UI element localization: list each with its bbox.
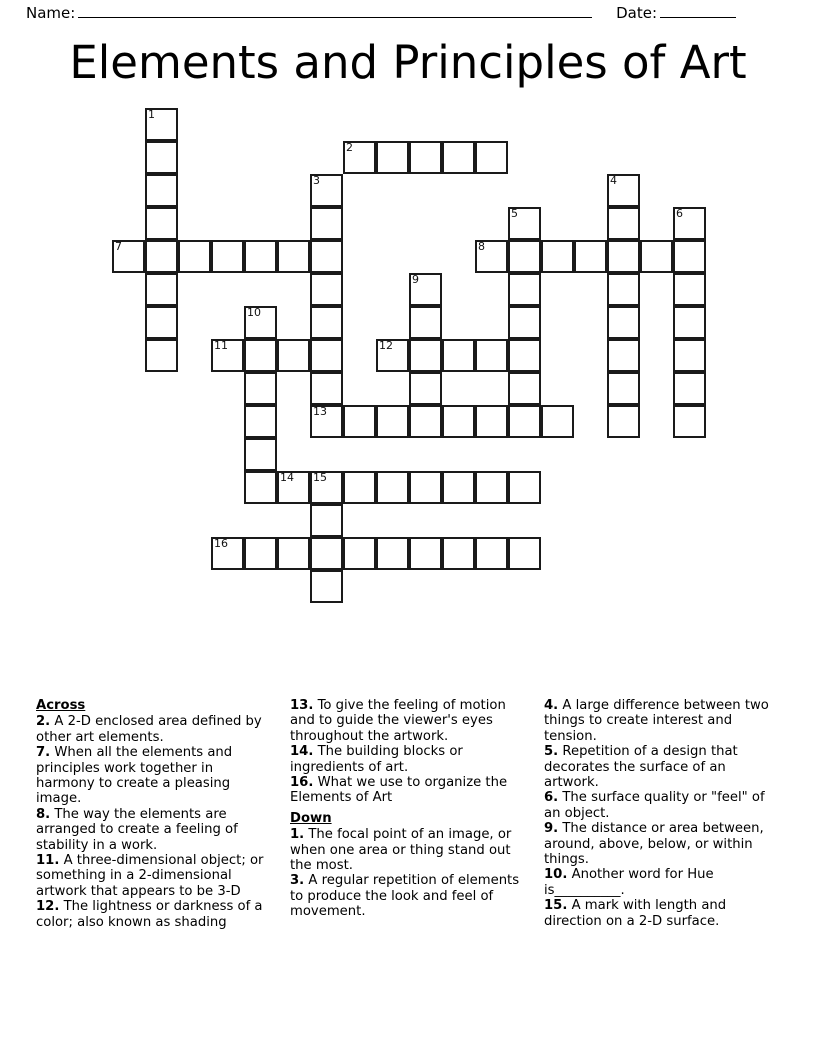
grid-cell[interactable]: [508, 339, 541, 372]
clue-item-14: [290, 744, 526, 775]
cell-number-15: 15: [313, 471, 327, 484]
clue-item-11: [36, 853, 272, 899]
clue-text: The lightness or darkness of a color; also known as shading: [36, 899, 263, 930]
grid-cell[interactable]: [244, 405, 277, 438]
grid-cell[interactable]: [640, 240, 673, 273]
grid-cell[interactable]: [673, 306, 706, 339]
grid-cell[interactable]: [673, 273, 706, 306]
clue-number: 7.: [36, 745, 51, 761]
grid-cell[interactable]: [409, 405, 442, 438]
grid-cell[interactable]: [475, 405, 508, 438]
cell-number-4: 4: [610, 174, 617, 187]
grid-cell[interactable]: [541, 240, 574, 273]
grid-cell-numbered-11[interactable]: [211, 339, 244, 372]
grid-cell[interactable]: [574, 240, 607, 273]
grid-cell-numbered-10[interactable]: [244, 306, 277, 339]
clue-number: 1.: [290, 827, 305, 843]
clue-item-9: [544, 821, 780, 867]
grid-cell[interactable]: [277, 537, 310, 570]
grid-cell[interactable]: [409, 141, 442, 174]
grid-cell[interactable]: [607, 207, 640, 240]
grid-cell[interactable]: [673, 339, 706, 372]
grid-cell[interactable]: [409, 339, 442, 372]
clue-item-5: [544, 744, 780, 790]
grid-cell-numbered-15[interactable]: [310, 471, 343, 504]
grid-cell[interactable]: [310, 207, 343, 240]
grid-cell[interactable]: [607, 240, 640, 273]
grid-cell[interactable]: [442, 141, 475, 174]
clue-text: To give the feeling of motion and to guide the viewer's eyes throughout the artwork.: [290, 698, 506, 744]
grid-cell[interactable]: [508, 537, 541, 570]
grid-cell[interactable]: [508, 471, 541, 504]
clue-text: The focal point of an image, or when one area or thing stand out the most.: [290, 827, 512, 874]
cell-number-13: 13: [313, 405, 327, 418]
grid-cell-numbered-14[interactable]: [277, 471, 310, 504]
grid-cell[interactable]: [673, 405, 706, 438]
grid-cell[interactable]: [409, 306, 442, 339]
grid-cell[interactable]: [310, 570, 343, 603]
grid-cell-numbered-4[interactable]: [607, 174, 640, 207]
date-label: Date:: [616, 4, 657, 22]
grid-cell[interactable]: [508, 372, 541, 405]
grid-cell[interactable]: [277, 240, 310, 273]
grid-cell[interactable]: [343, 471, 376, 504]
grid-cell[interactable]: [145, 207, 178, 240]
grid-cell[interactable]: [376, 537, 409, 570]
grid-cell[interactable]: [310, 273, 343, 306]
grid-cell-numbered-3[interactable]: [310, 174, 343, 207]
grid-cell[interactable]: [508, 240, 541, 273]
cell-number-9: 9: [412, 273, 419, 286]
clue-number: 13.: [290, 698, 314, 713]
grid-cell[interactable]: [607, 306, 640, 339]
cell-number-11: 11: [214, 339, 228, 352]
grid-cell[interactable]: [475, 141, 508, 174]
clue-text: A mark with length and direction on a 2-D surface.: [544, 898, 727, 929]
cell-number-5: 5: [511, 207, 518, 220]
grid-cell[interactable]: [475, 339, 508, 372]
grid-cell-numbered-7[interactable]: [112, 240, 145, 273]
grid-cell[interactable]: [310, 306, 343, 339]
clue-text: A three-dimensional object; or something in a 2-dimensional artwork that appears to be 3-D: [36, 853, 264, 899]
clue-number: 11.: [36, 853, 60, 869]
clue-item-12: [36, 899, 272, 930]
grid-cell[interactable]: [475, 471, 508, 504]
clue-number: 5.: [544, 744, 559, 760]
grid-cell[interactable]: [508, 273, 541, 306]
clue-text: The distance or area between, around, above, below, or within things.: [544, 821, 764, 868]
clue-number: 3.: [290, 873, 305, 889]
grid-cell[interactable]: [310, 339, 343, 372]
grid-cell[interactable]: [376, 405, 409, 438]
grid-cell[interactable]: [145, 141, 178, 174]
grid-cell[interactable]: [475, 537, 508, 570]
grid-cell[interactable]: [442, 471, 475, 504]
clue-item-16: [290, 775, 526, 806]
clue-number: 14.: [290, 744, 314, 760]
cell-number-8: 8: [478, 240, 485, 253]
clue-heading-down: Down: [290, 810, 332, 826]
grid-cell[interactable]: [145, 240, 178, 273]
cell-number-6: 6: [676, 207, 683, 220]
grid-cell-numbered-2[interactable]: [343, 141, 376, 174]
grid-cell[interactable]: [607, 405, 640, 438]
cell-number-3: 3: [313, 174, 320, 187]
grid-cell-numbered-5[interactable]: [508, 207, 541, 240]
grid-cell[interactable]: [178, 240, 211, 273]
clue-item-2: [36, 714, 272, 745]
clue-text: The building blocks or ingredients of art.: [290, 744, 463, 775]
clue-text: When all the elements and principles work together in harmony to create a pleasing image.: [36, 745, 233, 807]
clue-text: A 2-D enclosed area defined by other art elements.: [36, 714, 262, 745]
grid-cell[interactable]: [145, 306, 178, 339]
clue-number: 8.: [36, 806, 51, 822]
grid-cell[interactable]: [310, 504, 343, 537]
clue-text: Another word for Hue is__________.: [544, 867, 714, 898]
clue-number: 16.: [290, 775, 314, 791]
name-label: Name:: [26, 4, 76, 22]
grid-cell[interactable]: [607, 339, 640, 372]
grid-cell[interactable]: [277, 339, 310, 372]
clue-text: The surface quality or "feel" of an object.: [544, 790, 765, 821]
clue-text: Repetition of a design that decorates the surface of an artwork.: [544, 744, 738, 791]
grid-cell[interactable]: [376, 141, 409, 174]
grid-cell[interactable]: [211, 240, 244, 273]
grid-cell[interactable]: [376, 471, 409, 504]
grid-cell[interactable]: [145, 273, 178, 306]
grid-cell[interactable]: [673, 240, 706, 273]
page-title: Elements and Principles of Art: [69, 36, 747, 89]
clue-section: [0, 698, 816, 930]
grid-cell-numbered-12[interactable]: [376, 339, 409, 372]
clue-item-10: [544, 867, 780, 898]
grid-cell[interactable]: [244, 372, 277, 405]
grid-cell-numbered-6[interactable]: [673, 207, 706, 240]
clue-heading-across: Across: [36, 698, 86, 713]
cell-number-12: 12: [379, 339, 393, 352]
clue-number: 10.: [544, 867, 568, 883]
clue-item-3: [290, 873, 526, 919]
grid-cell-numbered-9[interactable]: [409, 273, 442, 306]
grid-cell[interactable]: [409, 537, 442, 570]
grid-cell[interactable]: [541, 405, 574, 438]
clue-number: 12.: [36, 899, 60, 915]
clue-number: 4.: [544, 698, 559, 713]
grid-cell-numbered-16[interactable]: [211, 537, 244, 570]
grid-cell[interactable]: [442, 537, 475, 570]
grid-cell[interactable]: [673, 372, 706, 405]
grid-cell[interactable]: [343, 537, 376, 570]
grid-cell[interactable]: [508, 306, 541, 339]
grid-cell[interactable]: [442, 405, 475, 438]
clue-number: 6.: [544, 790, 559, 806]
cell-number-10: 10: [247, 306, 261, 319]
clue-text: A large difference between two things to create interest and tension.: [544, 698, 769, 744]
grid-cell[interactable]: [244, 438, 277, 471]
grid-cell[interactable]: [310, 372, 343, 405]
clue-column-1: [36, 698, 272, 930]
clue-text: A regular repetition of elements to produce the look and feel of movement.: [290, 873, 520, 920]
clue-item-1: [290, 827, 526, 873]
grid-cell[interactable]: [409, 372, 442, 405]
clue-item-4: [544, 698, 780, 744]
grid-cell-numbered-8[interactable]: [475, 240, 508, 273]
grid-cell[interactable]: [145, 174, 178, 207]
grid-cell[interactable]: [244, 471, 277, 504]
clue-item-15: [544, 898, 780, 929]
grid-cell[interactable]: [244, 339, 277, 372]
cell-number-16: 16: [214, 537, 228, 550]
clue-item-13: [290, 698, 526, 744]
clue-column-2: [290, 698, 526, 930]
grid-cell[interactable]: [244, 537, 277, 570]
grid-cell[interactable]: [244, 240, 277, 273]
cell-number-14: 14: [280, 471, 294, 484]
clue-number: 9.: [544, 821, 559, 837]
clue-text: What we use to organize the Elements of Art: [290, 775, 508, 806]
clue-number: 15.: [544, 898, 568, 914]
grid-cell[interactable]: [343, 405, 376, 438]
grid-cell[interactable]: [310, 537, 343, 570]
grid-cell-numbered-1[interactable]: [145, 108, 178, 141]
grid-cell[interactable]: [607, 273, 640, 306]
clue-item-7: [36, 745, 272, 807]
clue-item-8: [36, 807, 272, 853]
grid-cell[interactable]: [607, 372, 640, 405]
clue-text: The way the elements are arranged to create a feeling of stability in a work.: [36, 806, 238, 853]
grid-cell[interactable]: [409, 471, 442, 504]
cell-number-7: 7: [115, 240, 122, 253]
clue-column-3: [544, 698, 780, 930]
grid-cell-numbered-13[interactable]: [310, 405, 343, 438]
grid-cell[interactable]: [145, 339, 178, 372]
cell-number-2: 2: [346, 141, 353, 154]
cell-number-1: 1: [148, 108, 155, 121]
grid-cell[interactable]: [310, 240, 343, 273]
grid-cell[interactable]: [508, 405, 541, 438]
grid-cell[interactable]: [442, 339, 475, 372]
clue-number: 2.: [36, 714, 51, 730]
clue-item-6: [544, 790, 780, 821]
